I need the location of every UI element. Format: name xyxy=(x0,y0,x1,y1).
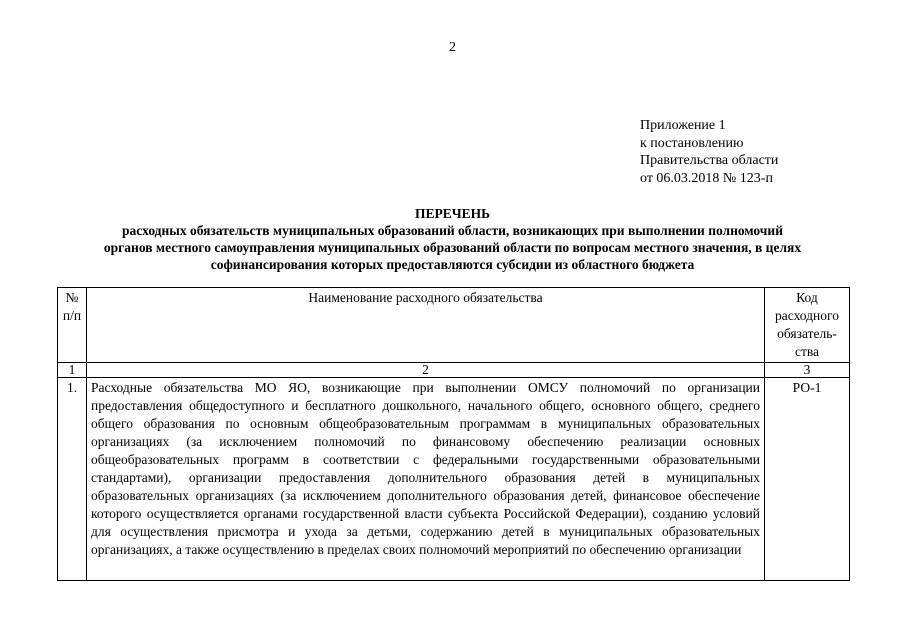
table-header-row xyxy=(58,288,850,363)
row-number: 1. xyxy=(58,378,87,581)
obligation-text-cell xyxy=(87,378,765,581)
title-line-1: расходных обязательств муниципальных образований области, возникающих при выполнении полномочий xyxy=(122,223,783,238)
header-num: № п/п xyxy=(58,288,87,363)
obligation-text: Расходные обязательства МО ЯО, возникающие при выполнении ОМСУ полномочий по организации предоставления общедоступного и бесплатного дошкольного, начального общего, основного общего, среднего общего образования по основным общеобразовательным программам в муниципальных образовательных организациях (за исключением полномочий по финансовому обеспечению реализации основных общеобразовательных программ в соответствии с федеральными государственными образовательными стандартами), организации предоставления дополнительного образования детей в муниципальных образовательных организациях (за исключением дополнительного образования детей, финансовое обеспечение которого осуществляется органами государственной власти субъекта Российской Федерации), созданию условий для осуществления присмотра и ухода за детьми, содержанию детей в муниципальных образовательных организациях, а также осуществлению в пределах своих полномочий мероприятий по обеспечению организации xyxy=(91,380,760,557)
column-number: 3 xyxy=(765,363,850,378)
obligations-table xyxy=(57,287,850,581)
page-number: 2 xyxy=(449,40,456,55)
table-row xyxy=(58,378,850,581)
title-line-2: органов местного самоуправления муниципальных образований области по вопросам местного значения, в целях xyxy=(103,240,802,255)
appendix-line-1: Приложение 1 xyxy=(640,118,726,133)
header-name: Наименование расходного обязательства xyxy=(87,288,765,363)
appendix-note xyxy=(640,117,778,187)
title-line-3: софинансирования которых предоставляются субсидии из областного бюджета xyxy=(210,257,695,272)
column-number-row xyxy=(58,363,850,378)
header-code: Код расходного обязатель-ства xyxy=(765,288,850,363)
appendix-line-4: от 06.03.2018 № 123-п xyxy=(640,170,773,186)
title-heading: ПЕРЕЧЕНЬ xyxy=(414,206,491,221)
document-title xyxy=(50,205,855,273)
appendix-line-3: Правительства области xyxy=(640,153,779,168)
column-number: 2 xyxy=(87,363,765,378)
appendix-line-2: к постановлению xyxy=(640,135,744,151)
column-number: 1 xyxy=(58,363,87,378)
obligation-code: РО-1 xyxy=(765,378,850,581)
